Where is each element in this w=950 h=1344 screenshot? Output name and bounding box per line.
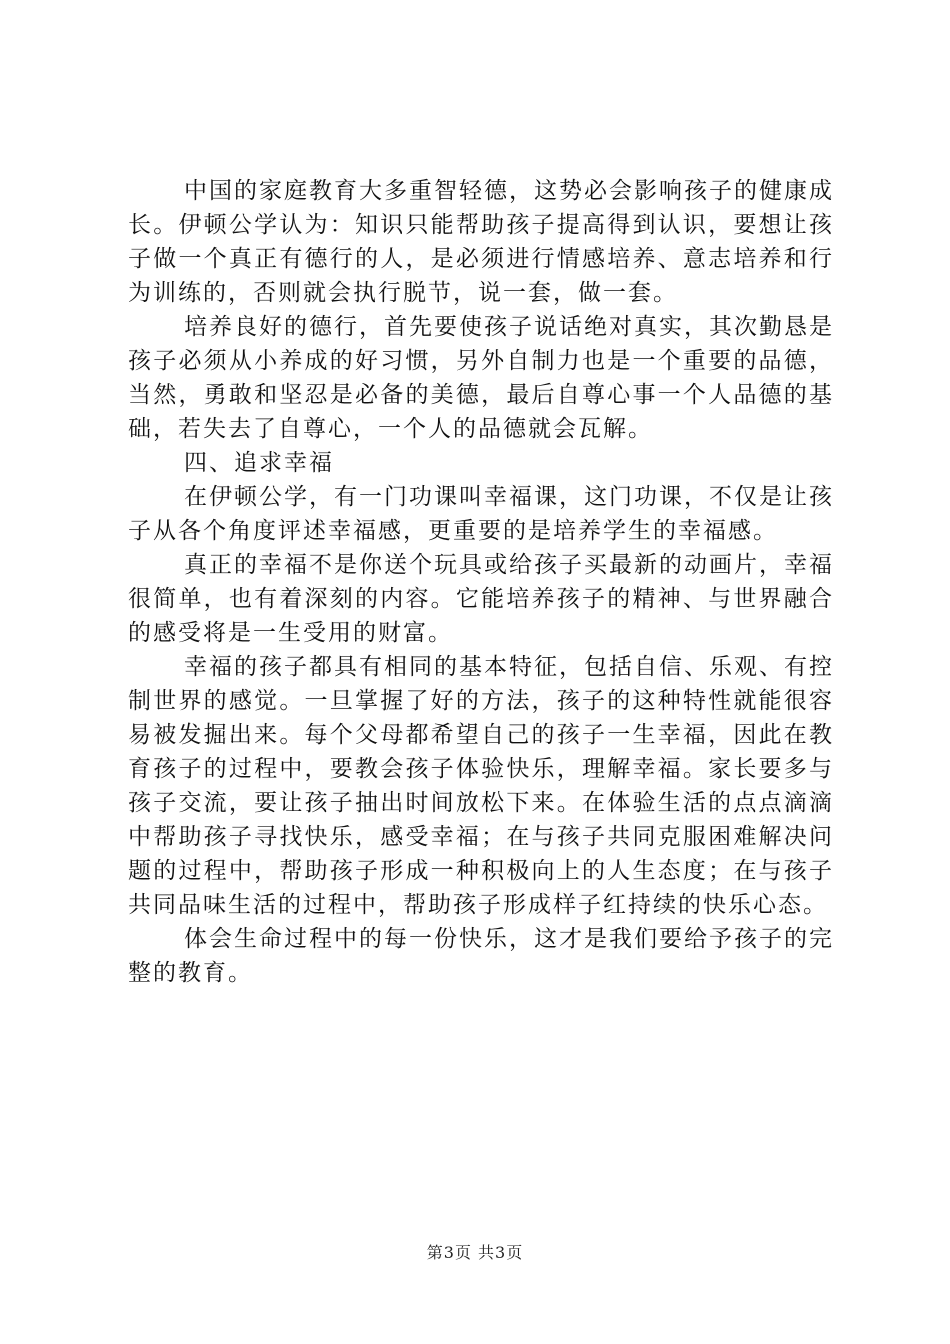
- paragraph-happiness-course: 在伊顿公学，有一门功课叫幸福课，这门功课，不仅是让孩子从各个角度评述幸福感，更重要的是培养学生的幸福感。: [128, 484, 834, 544]
- paragraph-virtues: 培养良好的德行，首先要使孩子说话绝对真实，其次勤恳是孩子必须从小养成的好习惯，另外自制力也是一个重要的品德，当然，勇敢和坚忍是必备的美德，最后自尊心事一个人品德的基础，若失去了自尊心，一个人的品德就会瓦解。: [128, 314, 834, 442]
- paragraph-moral-education: 中国的家庭教育大多重智轻德，这势必会影响孩子的健康成长。伊顿公学认为：知识只能帮助孩子提高得到认识，要想让孩子做一个真正有德行的人，是必须进行情感培养、意志培养和行为训练的，否则就会执行脱节，说一套，做一套。: [128, 178, 834, 306]
- paragraph-true-happiness: 真正的幸福不是你送个玩具或给孩子买最新的动画片，幸福很简单，也有着深刻的内容。它能培养孩子的精神、与世界融合的感受将是一生受用的财富。: [128, 552, 834, 646]
- page-number-footer: 第3页 共3页: [426, 1243, 524, 1262]
- paragraph-conclusion: 体会生命过程中的每一份快乐，这才是我们要给予孩子的完整的教育。: [128, 926, 834, 986]
- section-heading-pursue-happiness: 四、追求幸福: [184, 450, 334, 476]
- paragraph-happy-children: 幸福的孩子都具有相同的基本特征，包括自信、乐观、有控制世界的感觉。一旦掌握了好的方法，孩子的这种特性就能很容易被发掘出来。每个父母都希望自己的孩子一生幸福，因此在教育孩子的过程中，要教会孩子体验快乐，理解幸福。家长要多与孩子交流，要让孩子抽出时间放松下来。在体验生活的点点滴滴中帮助孩子寻找快乐，感受幸福；在与孩子共同克服困难解决问题的过程中，帮助孩子形成一种积极向上的人生态度；在与孩子共同品味生活的过程中，帮助孩子形成样子红持续的快乐心态。: [128, 654, 834, 918]
- document-body: [128, 174, 834, 990]
